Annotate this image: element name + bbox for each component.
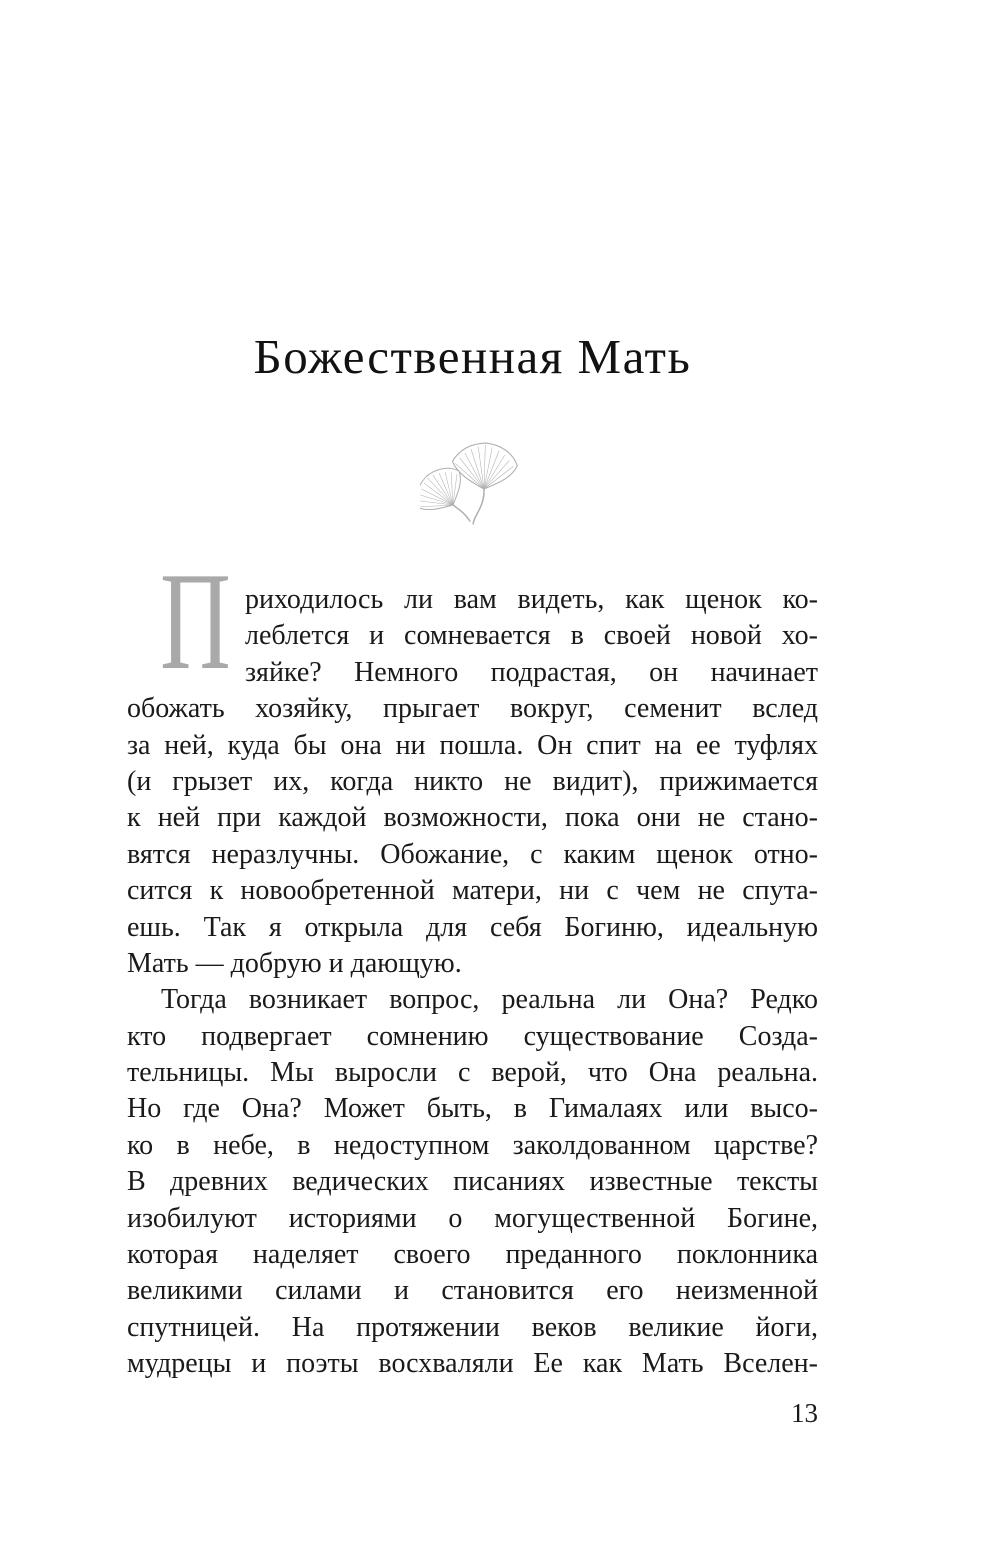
text-line: за ней, куда бы она ни пошла. Он спит на ее туфлях — [127, 729, 818, 761]
text-line: Но где Она? Может быть, в Гималаях или высо- — [127, 1093, 818, 1125]
text-line: мудрецы и поэты восхваляли Ее как Мать Вселен- — [127, 1348, 818, 1380]
text-line: великими силами и становится его неизменной — [127, 1275, 818, 1307]
text-line: Тогда возникает вопрос, реальна ли Она? Редко — [161, 984, 818, 1016]
text-line: риходилось ли вам видеть, как щенок ко- — [245, 584, 818, 615]
text-line: обожать хозяйку, прыгает вокруг, семенит вслед — [127, 693, 818, 725]
drop-cap: П — [160, 544, 231, 699]
text-line: тельницы. Мы выросли с верой, что Она реальна. — [127, 1057, 818, 1089]
text-line: леблется и сомневается в своей новой хо- — [245, 620, 818, 652]
text-line: кто подвергает сомнению существование Созда- — [127, 1020, 818, 1052]
text-line: сится к новообретенной матери, ни с чем не спута- — [127, 875, 818, 907]
page-number: 13 — [791, 1398, 818, 1428]
text-line: изобилуют историями о могущественной Богине, — [127, 1202, 818, 1234]
text-line: к ней при каждой возможности, пока они не стано- — [127, 802, 818, 834]
text-line: вятся неразлучны. Обожание, с каким щенок отно- — [127, 838, 818, 870]
text-line: зяйке? Немного подрастая, он начинает — [245, 656, 818, 688]
paragraph — [127, 544, 818, 982]
text-line: спутницей. На протяжении веков великие йоги, — [127, 1311, 818, 1343]
text-line: (и грызет их, когда никто не видит), прижимается — [127, 765, 818, 797]
paragraph — [127, 982, 818, 1382]
chapter-title: Божественная Мать — [253, 329, 692, 384]
text-line: В древних ведических писаниях известные тексты — [127, 1166, 818, 1198]
text-line: которая наделяет своего преданного поклонника — [127, 1239, 818, 1271]
ginkgo-leaves-ornament — [420, 437, 528, 539]
text-line: ко в небе, в недоступном заколдованном царстве? — [127, 1129, 818, 1161]
text-line: ешь. Так я открыла для себя Богиню, идеальную — [127, 911, 818, 943]
text-line: Мать — добрую и дающую. — [127, 947, 462, 979]
ginkgo-leaves-icon — [420, 437, 528, 539]
body-text — [127, 544, 818, 1383]
